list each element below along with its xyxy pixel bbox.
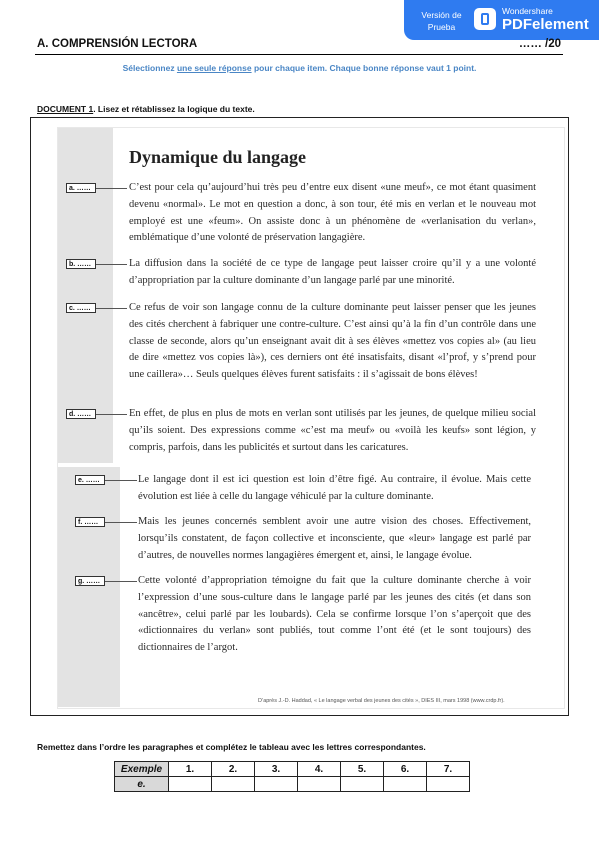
header-7: 7.: [427, 762, 470, 777]
section-title: A. COMPRENSIÓN LECTORA: [37, 38, 198, 50]
answer-table-header-row: [115, 762, 470, 777]
pdfelement-logo-icon: [474, 8, 496, 30]
answer-cell-6[interactable]: [384, 777, 427, 792]
header-exemple: Exemple: [115, 762, 169, 777]
answer-cell-2[interactable]: [212, 777, 255, 792]
article-credit: D’après J.-D. Haddad, « Le langage verbal des jeunes des cités », DIES III, mars 1998 (www.crdp.fr).: [258, 698, 505, 704]
section-rule: [35, 54, 563, 55]
document-text: . Lisez et rétablissez la logique du texte.: [93, 104, 255, 114]
paragraph-f: Mais les jeunes concernés semblent avoir une autre vision des choses. Effectivement, lorsqu’ils constatent, de façon collective et inconsciente, que «leur» langage est parlé par d’autres, de nouvelles normes langagières émergent et, ainsi, le langage évolue.: [138, 516, 531, 561]
header-4: 4.: [298, 762, 341, 777]
instruction-underlined: une seule réponse: [176, 63, 252, 73]
connector-line: [105, 581, 137, 582]
header-6: 6.: [384, 762, 427, 777]
paragraph-label-c[interactable]: c. ……: [66, 303, 96, 313]
paragraph-label-b[interactable]: b. ……: [66, 259, 96, 269]
connector-line: [105, 522, 137, 523]
header-5: 5.: [341, 762, 384, 777]
brand-line-1: Wondershare: [502, 6, 553, 16]
brand-line-2: PDFelement: [502, 16, 589, 33]
paragraph-label-g[interactable]: g. ……: [75, 576, 105, 586]
answer-cell-5[interactable]: [341, 777, 384, 792]
answer-exemple: e.: [115, 777, 169, 792]
paragraph-e: Le langage dont il est ici question est loin d’être figé. Au contraire, il évolue. Mais cette évolution est liée à celle du langage véhiculé par la culture dominante.: [138, 474, 531, 502]
section-score: …… /20: [518, 38, 561, 50]
answer-table-answer-row: [115, 777, 470, 792]
answer-cell-7[interactable]: [427, 777, 470, 792]
paragraph-label-f[interactable]: f. ……: [75, 517, 105, 527]
header-1: 1.: [169, 762, 212, 777]
trial-label: [414, 9, 469, 33]
document-heading: [37, 104, 255, 114]
paragraph-b: La diffusion dans la société de ce type de langage peut laisser croire qu’il y a une volonté d’appropriation par la culture dominante d’un langage parlé par une minorité.: [129, 258, 536, 286]
answer-table: [114, 761, 470, 792]
article-title: Dynamique du langage: [129, 147, 307, 167]
pdfelement-watermark: [404, 0, 599, 40]
paragraph-label-a[interactable]: a. ……: [66, 183, 96, 193]
instruction-pre: Sélectionnez: [122, 63, 177, 73]
paragraph-g: Cette volonté d’appropriation témoigne du fait que la culture dominante cherche à voir l’expression d’une sous-culture dans le langage parlé par les jeunes des cités (et dans son «ancêtre», celui parlé par les loubards). Cela se confirme lorsque l’on s’aperçoit que des «dictionnaires du verlan» sont publiés, tout comme l’ont été (et le sont toujours) des dictionnaires de l’argot.: [138, 575, 531, 654]
instruction-post: pour chaque item. Chaque bonne réponse vaut 1 point.: [251, 63, 477, 73]
answer-cell-3[interactable]: [255, 777, 298, 792]
connector-line: [96, 414, 127, 415]
answer-cell-4[interactable]: [298, 777, 341, 792]
connector-line: [96, 264, 127, 265]
header-3: 3.: [255, 762, 298, 777]
answer-cell-1[interactable]: [169, 777, 212, 792]
order-instruction: Remettez dans l’ordre les paragraphes et complétez le tableau avec les lettres correspondantes.: [37, 742, 426, 752]
label-gutter-bottom: [58, 467, 120, 707]
connector-line: [105, 480, 137, 481]
header-2: 2.: [212, 762, 255, 777]
instruction: [0, 63, 599, 73]
connector-line: [96, 308, 127, 309]
paragraph-label-d[interactable]: d. ……: [66, 409, 96, 419]
paragraph-c: Ce refus de voir son langage connu de la culture dominante peut laisser penser que les jeunes des cités cherchent à fabriquer une contre-culture. C’est ainsi qu’à la fin d’un contrôle dans une classe de seconde, alors qu’un enseignant avait dit à ses élèves «mettez vos copies al» (au lieu de dire «mettez vos copies là»), ces derniers ont été insatisfaits, disant «l’prof, y s’prend pour une caillera»… Seuls quelques élèves furent satisfaits : il s’agissait de bons élèves!: [129, 302, 536, 381]
paragraph-d: En effet, de plus en plus de mots en verlan sont utilisés par les jeunes, de quelque milieu social qu’ils soient. Des expressions comme «c’est ma meuf» ou «voilà les keufs» sont légion, y compris, parfois, dans les publicités et surtout dans les caricatures.: [129, 408, 536, 453]
paragraph-label-e[interactable]: e. ……: [75, 475, 105, 485]
trial-line-1: Versión de: [421, 10, 462, 20]
trial-line-2: Prueba: [427, 22, 456, 32]
document-label: DOCUMENT 1: [37, 104, 94, 114]
connector-line: [96, 188, 127, 189]
paragraph-a: C’est pour cela qu’aujourd’hui très peu d’entre eux disent «une meuf», ce mot étant quasiment devenu «normal». Le mot en question a donc, à son tour, été mis en verlan et le nouveau mot employé est une «feum». On assiste donc à un phénomène de «verlanisation du verlan», emblématique d’une volonté de préservation langagière.: [129, 182, 536, 244]
